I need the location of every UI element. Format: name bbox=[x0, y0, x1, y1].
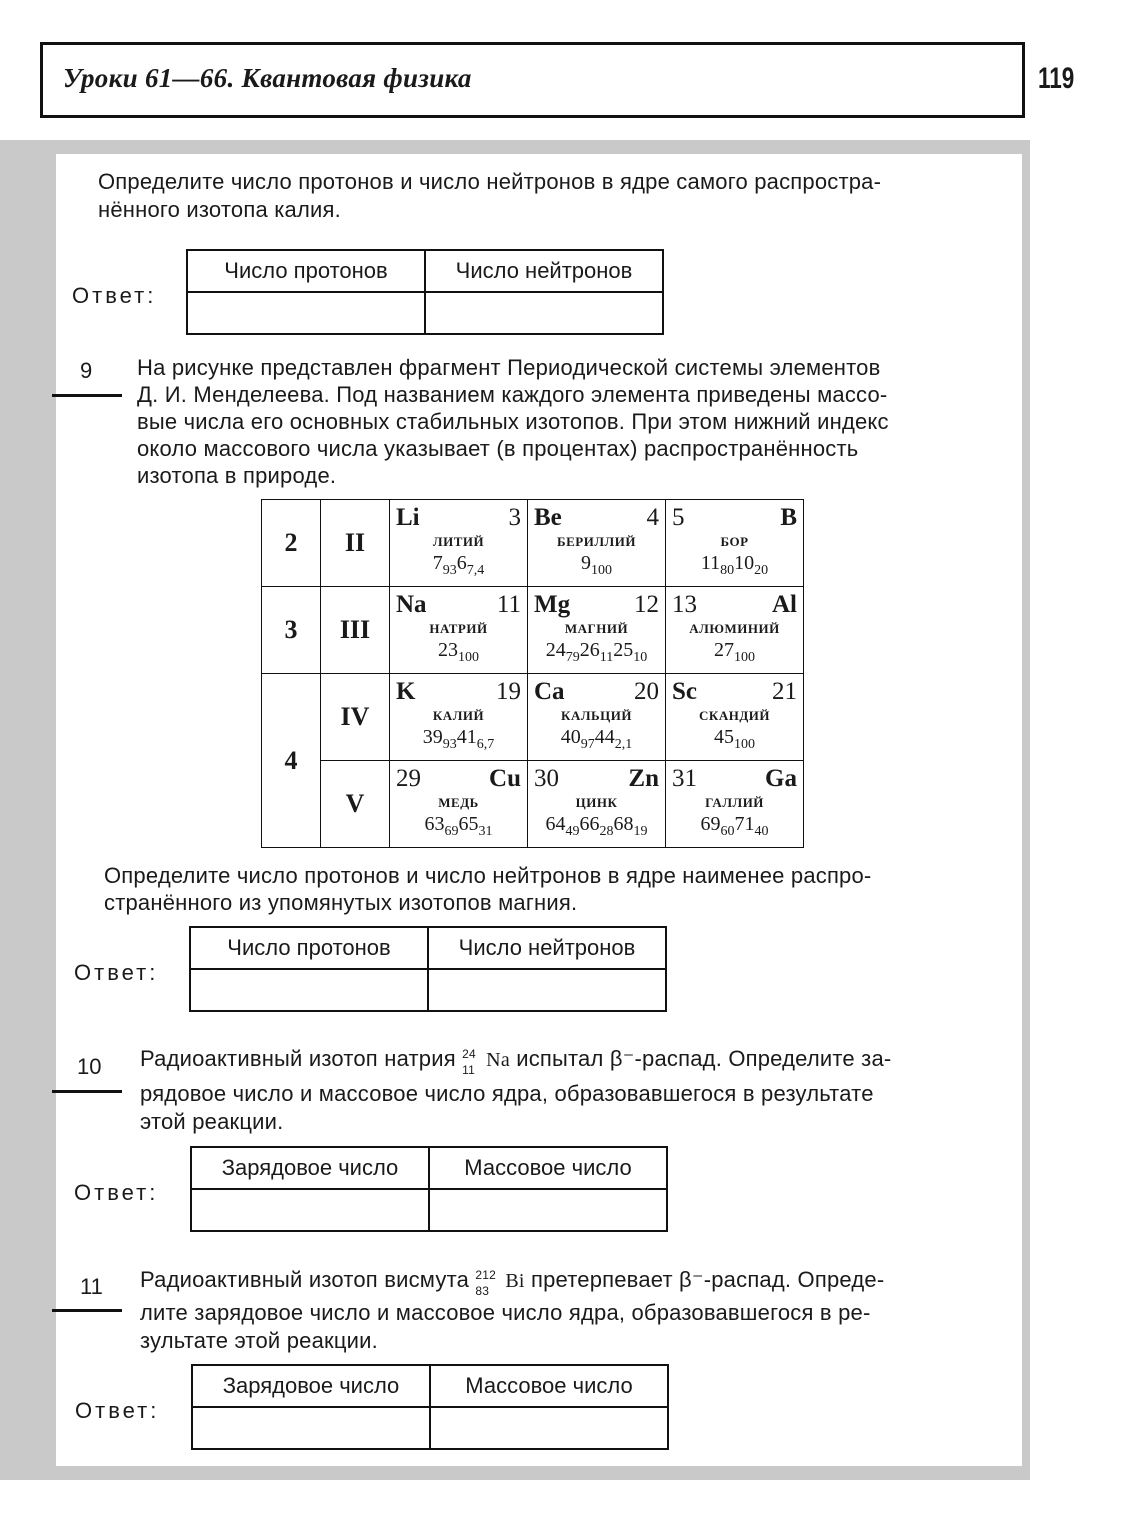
isotope-abundance: 2,1 bbox=[614, 737, 633, 752]
q11-nuclide-mass: 212 bbox=[475, 1268, 496, 1282]
element-header bbox=[390, 761, 527, 793]
q9-protons-input[interactable] bbox=[190, 969, 428, 1011]
q9-col-neutrons: Число нейтронов bbox=[428, 927, 666, 969]
isotope-abundance: 93 bbox=[442, 737, 457, 752]
q11-number-line bbox=[52, 1309, 122, 1312]
q8-text-line-2: нённого изотопа калия. bbox=[98, 197, 341, 222]
isotope-abundance: 93 bbox=[442, 563, 457, 578]
isotope-abundance: 100 bbox=[458, 650, 479, 665]
q9-text-line-5: изотопа в природе. bbox=[137, 463, 337, 488]
element-number: 11 bbox=[496, 591, 521, 618]
element-name: БОР bbox=[720, 534, 749, 549]
isotope-mass: 45 bbox=[714, 726, 734, 748]
q9-text-line-2: Д. И. Менделеева. Под названием каждого элемента приведены массо- bbox=[137, 382, 888, 407]
row-II: II bbox=[321, 500, 390, 587]
q10-col-mass: Массовое число bbox=[429, 1147, 667, 1189]
element-isotopes bbox=[390, 638, 527, 670]
q9-text-line-4: около массового числа указывает (в процентах) распространённость bbox=[137, 436, 859, 461]
isotope-abundance: 10 bbox=[633, 650, 648, 665]
element-header bbox=[528, 761, 665, 793]
isotope-abundance: 49 bbox=[565, 824, 580, 839]
q11-mass-input[interactable] bbox=[430, 1407, 668, 1449]
isotope-abundance: 97 bbox=[580, 737, 595, 752]
element-cell bbox=[666, 761, 804, 848]
element-isotopes bbox=[666, 638, 803, 670]
element-name: БЕРИЛЛИЙ bbox=[557, 534, 636, 549]
element-header bbox=[666, 500, 803, 532]
q10-nuclide-mass: 24 bbox=[462, 1047, 476, 1061]
q11-col-charge: Зарядовое число bbox=[192, 1365, 430, 1407]
isotope-mass: 11 bbox=[700, 552, 721, 574]
isotope-abundance: 31 bbox=[478, 824, 493, 839]
element-name: ГАЛЛИЙ bbox=[705, 795, 764, 810]
element-name: МЕДЬ bbox=[438, 795, 479, 810]
q11-col-mass: Массовое число bbox=[430, 1365, 668, 1407]
q8-col-protons: Число протонов bbox=[187, 250, 425, 292]
element-number: 21 bbox=[772, 678, 797, 705]
element-name: НАТРИЙ bbox=[429, 621, 488, 636]
element-number: 4 bbox=[646, 504, 659, 531]
isotope-abundance: 6,7 bbox=[476, 737, 495, 752]
element-header bbox=[390, 587, 527, 619]
element-symbol: Sc bbox=[672, 678, 697, 705]
element-header bbox=[666, 674, 803, 706]
row-V: V bbox=[321, 761, 390, 848]
element-number: 31 bbox=[672, 765, 697, 792]
isotope-mass: 27 bbox=[714, 639, 734, 661]
element-isotopes bbox=[528, 812, 665, 844]
period-3: 3 bbox=[262, 587, 321, 674]
element-symbol: Cu bbox=[489, 765, 521, 792]
element-symbol: Mg bbox=[534, 591, 571, 618]
element-cell bbox=[528, 761, 666, 848]
page-number: 119 bbox=[1038, 62, 1075, 95]
element-symbol: Ca bbox=[534, 678, 565, 705]
isotope-abundance: 7,4 bbox=[466, 563, 485, 578]
element-header bbox=[666, 761, 803, 793]
q8-col-neutrons: Число нейтронов bbox=[425, 250, 663, 292]
q10-mass-input[interactable] bbox=[429, 1189, 667, 1231]
isotope-abundance: 40 bbox=[754, 824, 769, 839]
q10-nuclide-symbol: Na bbox=[486, 1049, 510, 1071]
q11-answer-table bbox=[191, 1364, 669, 1450]
q9-answer-label: Ответ: bbox=[74, 960, 159, 985]
element-name: ЦИНК bbox=[575, 795, 618, 810]
isotope-mass: 65 bbox=[458, 813, 479, 835]
isotope-abundance: 28 bbox=[599, 824, 614, 839]
q9-text-line-3: вые числа его основных стабильных изотопов. При этом нижний индекс bbox=[137, 409, 889, 434]
q8-protons-input[interactable] bbox=[187, 292, 425, 334]
q9-question-line-2: странённого из упомянутых изотопов магния. bbox=[104, 890, 578, 915]
element-isotopes bbox=[666, 725, 803, 757]
isotope-mass: 40 bbox=[560, 726, 581, 748]
q11-number: 11 bbox=[80, 1274, 103, 1299]
element-symbol: B bbox=[780, 504, 797, 531]
q8-answer-table bbox=[186, 249, 664, 335]
q8-text-line-1: Определите число протонов и число нейтронов в ядре самого распростра- bbox=[98, 169, 882, 194]
element-isotopes bbox=[390, 725, 527, 757]
q10-nuclide bbox=[462, 1046, 486, 1077]
q11-text-line-2: лите зарядовое число и массовое число ядра, образовавшегося в ре- bbox=[140, 1300, 871, 1325]
isotope-abundance: 79 bbox=[565, 650, 580, 665]
element-header bbox=[666, 587, 803, 619]
element-name: СКАНДИЙ bbox=[699, 708, 770, 723]
element-symbol: Be bbox=[534, 504, 562, 531]
q10-line1-before: Радиоактивный изотоп натрия bbox=[140, 1046, 463, 1071]
isotope-mass: 64 bbox=[545, 813, 566, 835]
element-cell bbox=[390, 500, 528, 587]
element-number: 3 bbox=[508, 504, 521, 531]
q9-neutrons-input[interactable] bbox=[428, 969, 666, 1011]
isotope-abundance: 20 bbox=[754, 563, 769, 578]
q11-nuclide bbox=[475, 1267, 505, 1298]
element-number: 12 bbox=[634, 591, 659, 618]
element-isotopes bbox=[666, 551, 803, 583]
q9-number: 9 bbox=[80, 358, 93, 383]
q9-question-line-1: Определите число протонов и число нейтронов в ядре наименее распро- bbox=[104, 863, 872, 888]
chapter-header bbox=[40, 42, 1025, 118]
q10-charge-input[interactable] bbox=[191, 1189, 429, 1231]
isotope-mass: 6 bbox=[456, 552, 467, 574]
element-symbol: Zn bbox=[628, 765, 659, 792]
element-number: 13 bbox=[672, 591, 697, 618]
element-cell bbox=[390, 761, 528, 848]
q10-col-charge: Зарядовое число bbox=[191, 1147, 429, 1189]
isotope-mass: 24 bbox=[545, 639, 566, 661]
element-cell bbox=[666, 587, 804, 674]
element-cell bbox=[528, 587, 666, 674]
isotope-mass: 63 bbox=[424, 813, 445, 835]
element-isotopes bbox=[528, 638, 665, 670]
element-cell bbox=[666, 500, 804, 587]
isotope-mass: 41 bbox=[456, 726, 477, 748]
isotope-mass: 10 bbox=[734, 552, 755, 574]
element-header bbox=[390, 674, 527, 706]
q10-answer-label: Ответ: bbox=[74, 1180, 159, 1205]
element-cell bbox=[528, 674, 666, 761]
q10-number: 10 bbox=[77, 1054, 102, 1079]
q10-line1-after: испытал β⁻-распад. Определите за- bbox=[509, 1046, 892, 1071]
element-header bbox=[528, 674, 665, 706]
period-2: 2 bbox=[262, 500, 321, 587]
q9-col-protons: Число протонов bbox=[190, 927, 428, 969]
q11-answer-label: Ответ: bbox=[75, 1398, 160, 1423]
q11-text-line-3: зультате этой реакции. bbox=[140, 1328, 378, 1353]
isotope-abundance: 100 bbox=[591, 563, 612, 578]
q11-text-line-1 bbox=[140, 1266, 1010, 1298]
row-III: III bbox=[321, 587, 390, 674]
q11-line1-after: претерпевает β⁻-распад. Опреде- bbox=[524, 1267, 885, 1292]
element-name: МАГНИЙ bbox=[564, 621, 629, 636]
isotope-abundance: 100 bbox=[734, 737, 755, 752]
q10-text-line-2: рядовое число и массовое число ядра, образовавшегося в результате bbox=[140, 1081, 874, 1106]
isotope-abundance: 19 bbox=[633, 824, 648, 839]
q11-charge-input[interactable] bbox=[192, 1407, 430, 1449]
element-number: 29 bbox=[396, 765, 421, 792]
element-name: КАЛЬЦИЙ bbox=[561, 708, 632, 723]
q9-text-line-1: На рисунке представлен фрагмент Периодической системы элементов bbox=[137, 355, 881, 380]
element-symbol: Al bbox=[772, 591, 797, 618]
isotope-abundance: 100 bbox=[734, 650, 755, 665]
element-name: КАЛИЙ bbox=[432, 708, 485, 723]
period-4: 4 bbox=[262, 674, 321, 848]
element-number: 20 bbox=[634, 678, 659, 705]
q11-line1-before: Радиоактивный изотоп висмута bbox=[140, 1267, 476, 1292]
element-isotopes bbox=[390, 551, 527, 583]
element-cell bbox=[390, 587, 528, 674]
isotope-mass: 66 bbox=[579, 813, 600, 835]
q10-text-line-1 bbox=[140, 1045, 1010, 1077]
element-name: АЛЮМИНИЙ bbox=[689, 621, 780, 636]
element-symbol: Ga bbox=[765, 765, 797, 792]
q10-answer-table bbox=[190, 1146, 668, 1232]
element-header bbox=[390, 500, 527, 532]
element-number: 30 bbox=[534, 765, 559, 792]
element-symbol: Li bbox=[396, 504, 420, 531]
isotope-abundance: 69 bbox=[444, 824, 459, 839]
element-symbol: K bbox=[396, 678, 416, 705]
q10-number-line bbox=[52, 1090, 122, 1093]
q8-neutrons-input[interactable] bbox=[425, 292, 663, 334]
q10-nuclide-charge: 11 bbox=[462, 1063, 476, 1077]
element-name: ЛИТИЙ bbox=[432, 534, 485, 549]
element-isotopes bbox=[666, 812, 803, 844]
isotope-mass: 25 bbox=[613, 639, 634, 661]
periodic-table-fragment bbox=[261, 499, 804, 848]
element-symbol: Na bbox=[396, 591, 427, 618]
element-number: 19 bbox=[496, 678, 521, 705]
q8-answer-label: Ответ: bbox=[72, 283, 157, 308]
element-isotopes bbox=[390, 812, 527, 844]
element-cell bbox=[666, 674, 804, 761]
isotope-mass: 44 bbox=[594, 726, 615, 748]
element-header bbox=[528, 500, 665, 532]
isotope-abundance: 11 bbox=[599, 650, 614, 665]
element-isotopes bbox=[528, 725, 665, 757]
chapter-title: Уроки 61—66. Квантовая физика bbox=[63, 63, 472, 93]
isotope-mass: 23 bbox=[438, 639, 458, 661]
row-IV: IV bbox=[321, 674, 390, 761]
isotope-mass: 69 bbox=[700, 813, 721, 835]
element-header bbox=[528, 587, 665, 619]
isotope-mass: 9 bbox=[581, 552, 591, 574]
q11-nuclide-charge: 83 bbox=[475, 1284, 490, 1298]
isotope-mass: 68 bbox=[613, 813, 634, 835]
q11-nuclide-symbol: Bi bbox=[505, 1270, 525, 1292]
element-cell bbox=[390, 674, 528, 761]
element-isotopes bbox=[528, 551, 665, 583]
element-number: 5 bbox=[672, 504, 685, 531]
q10-text-line-3: этой реакции. bbox=[140, 1109, 284, 1134]
isotope-mass: 7 bbox=[432, 552, 443, 574]
isotope-mass: 26 bbox=[579, 639, 600, 661]
isotope-mass: 39 bbox=[422, 726, 443, 748]
isotope-abundance: 80 bbox=[720, 563, 735, 578]
isotope-abundance: 60 bbox=[720, 824, 735, 839]
q9-number-line bbox=[52, 394, 122, 397]
q9-answer-table bbox=[189, 926, 667, 1012]
isotope-mass: 71 bbox=[734, 813, 755, 835]
element-cell bbox=[528, 500, 666, 587]
